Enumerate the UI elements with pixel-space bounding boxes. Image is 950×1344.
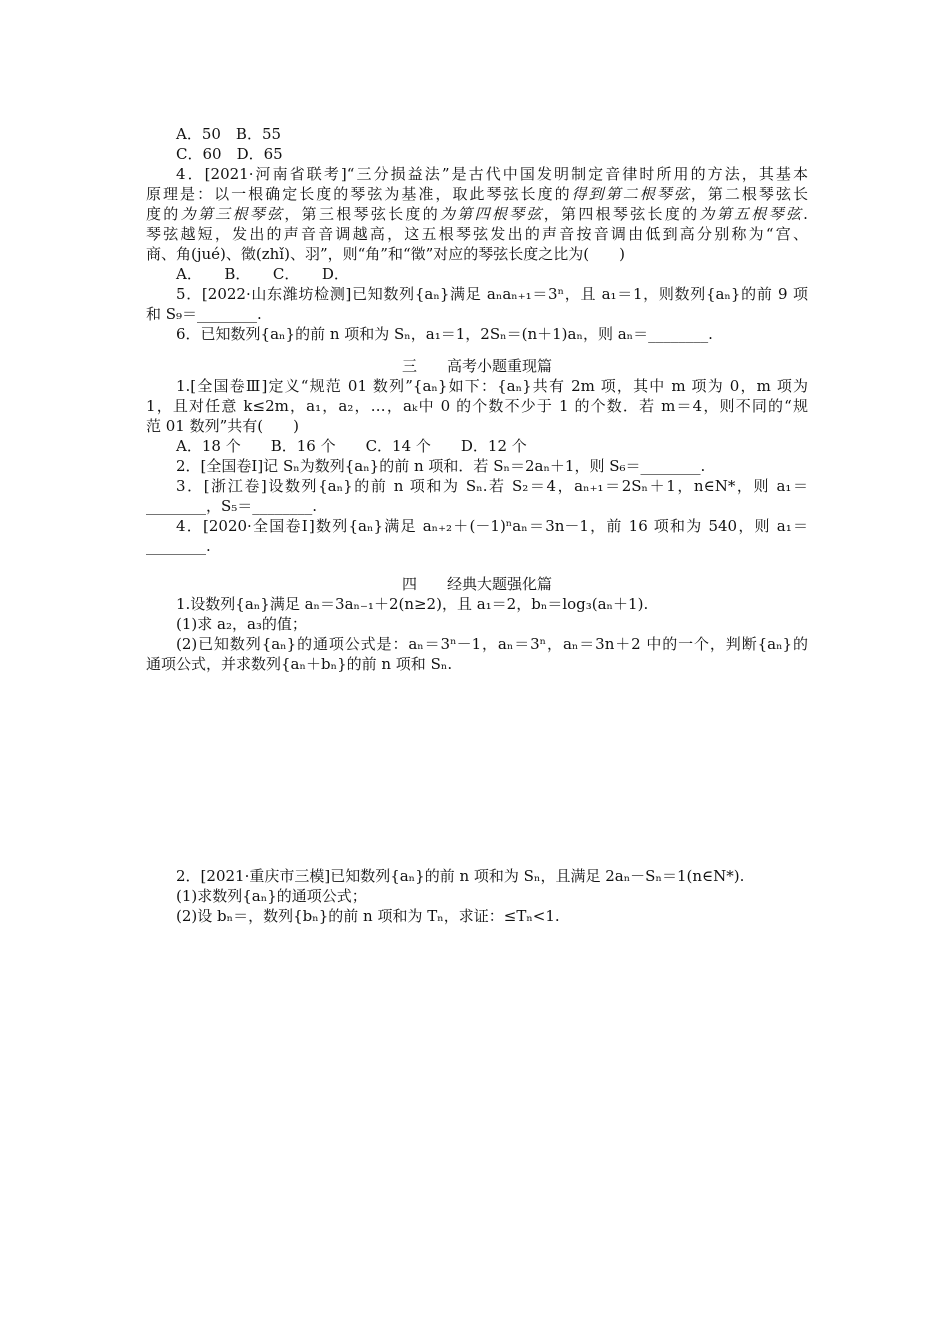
s4q1-line-4: 通项公式，并求数列{aₙ＋bₙ}的前 n 项和 Sₙ.: [146, 655, 453, 673]
s3q4-line-2: ________.: [146, 537, 211, 555]
s3-question-1: [146, 376, 808, 456]
s3q1-options: A．18 个 B．16 个 C．14 个 D．12 个: [176, 437, 527, 455]
s3-question-3: [146, 476, 808, 516]
q4-line-4: 琴弦越短，发出的声音音调越高，这五根琴弦发出的声音按音调由低到高分别称为“宫、: [146, 225, 808, 243]
question-5: [146, 284, 808, 324]
q3-options-cd: C．60 D．65: [176, 145, 283, 163]
s3q1-line-1: 1.[全国卷Ⅲ]定义“规范 01 数列”{aₙ}如下：{aₙ}共有 2m 项，其中 m 项为 0，m 项为: [176, 377, 808, 395]
s4q1-line-1: 1.设数列{aₙ}满足 aₙ＝3aₙ₋₁＋2(n≥2)，且 a₁＝2，bₙ＝log₃(aₙ＋1).: [176, 595, 649, 613]
s4q2-line-1: 2．[2021·重庆市三模]已知数列{aₙ}的前 n 项和为 Sₙ，且满足 2aₙ－Sₙ＝1(n∈N*).: [176, 867, 745, 885]
document-page: [146, 124, 808, 926]
section-4-heading: 四 经典大题强化篇: [401, 575, 553, 593]
q3-options-ab: A．50 B．55: [176, 125, 282, 143]
s3q4-line-1: 4．[2020·全国卷Ⅰ]数列{aₙ}满足 aₙ₊₂＋(－1)ⁿaₙ＝3n－1，前 16 项和为 540，则 a₁＝: [176, 517, 808, 535]
q4-line-3: 度的为第三根琴弦，第三根琴弦长度的为第四根琴弦，第四根琴弦长度的为第五根琴弦.: [146, 205, 808, 223]
s4q1-line-2: (1)求 a₂，a₃的值；: [176, 615, 307, 633]
s3q1-line-3: 范 01 数列”共有( ): [146, 417, 299, 435]
q4-line-1: 4．[2021·河南省联考]“三分损益法”是古代中国发明制定音律时所用的方法，其基本: [176, 165, 808, 183]
section-3-heading: 三 高考小题重现篇: [401, 357, 553, 375]
question-6: 6．已知数列{aₙ}的前 n 项和为 Sₙ，a₁＝1，2Sₙ＝(n＋1)aₙ，则 aₙ＝________.: [176, 325, 713, 343]
s3q3-line-2: ________，S₅＝________.: [146, 497, 318, 515]
s3q3-line-1: 3．[浙江卷]设数列{aₙ}的前 n 项和为 Sₙ.若 S₂＝4，aₙ₊₁＝2Sₙ＋1，n∈N*，则 a₁＝: [176, 477, 808, 495]
s4-question-2: [146, 866, 808, 926]
question-4: [146, 164, 808, 284]
q4-options: A． B． C． D．: [176, 265, 349, 283]
q5-line-1: 5．[2022·山东潍坊检测]已知数列{aₙ}满足 aₙaₙ₊₁＝3ⁿ，且 a₁＝1，则数列{aₙ}的前 9 项: [176, 285, 808, 303]
s3-question-4: [146, 516, 808, 556]
q4-line-5: 商、角(jué)、徵(zhǐ)、羽”，则“角”和“徵”对应的琴弦长度之比为( ): [146, 245, 626, 263]
answer-space: [146, 674, 808, 866]
s4q2-line-3: (2)设 bₙ＝，数列{bₙ}的前 n 项和为 Tₙ，求证：≤Tₙ<1.: [176, 907, 560, 925]
s3-question-2: 2．[全国卷Ⅰ]记 Sₙ为数列{aₙ}的前 n 项和．若 Sₙ＝2aₙ＋1，则 S₆＝________.: [176, 457, 706, 475]
q5-line-2: 和 S₉＝________.: [146, 305, 262, 323]
s4q1-line-3: (2)已知数列{aₙ}的通项公式是：aₙ＝3ⁿ－1，aₙ＝3ⁿ，aₙ＝3n＋2 中的一个，判断{aₙ}的: [176, 635, 808, 653]
s4q2-line-2: (1)求数列{aₙ}的通项公式；: [176, 887, 367, 905]
s4-question-1: [146, 594, 808, 674]
s3q1-line-2: 1，且对任意 k≤2m，a₁，a₂，…，aₖ中 0 的个数不少于 1 的个数．若 m＝4，则不同的“规: [146, 397, 808, 415]
q4-line-2: 原理是：以一根确定长度的琴弦为基准，取此琴弦长度的得到第二根琴弦，第二根琴弦长: [146, 185, 808, 203]
